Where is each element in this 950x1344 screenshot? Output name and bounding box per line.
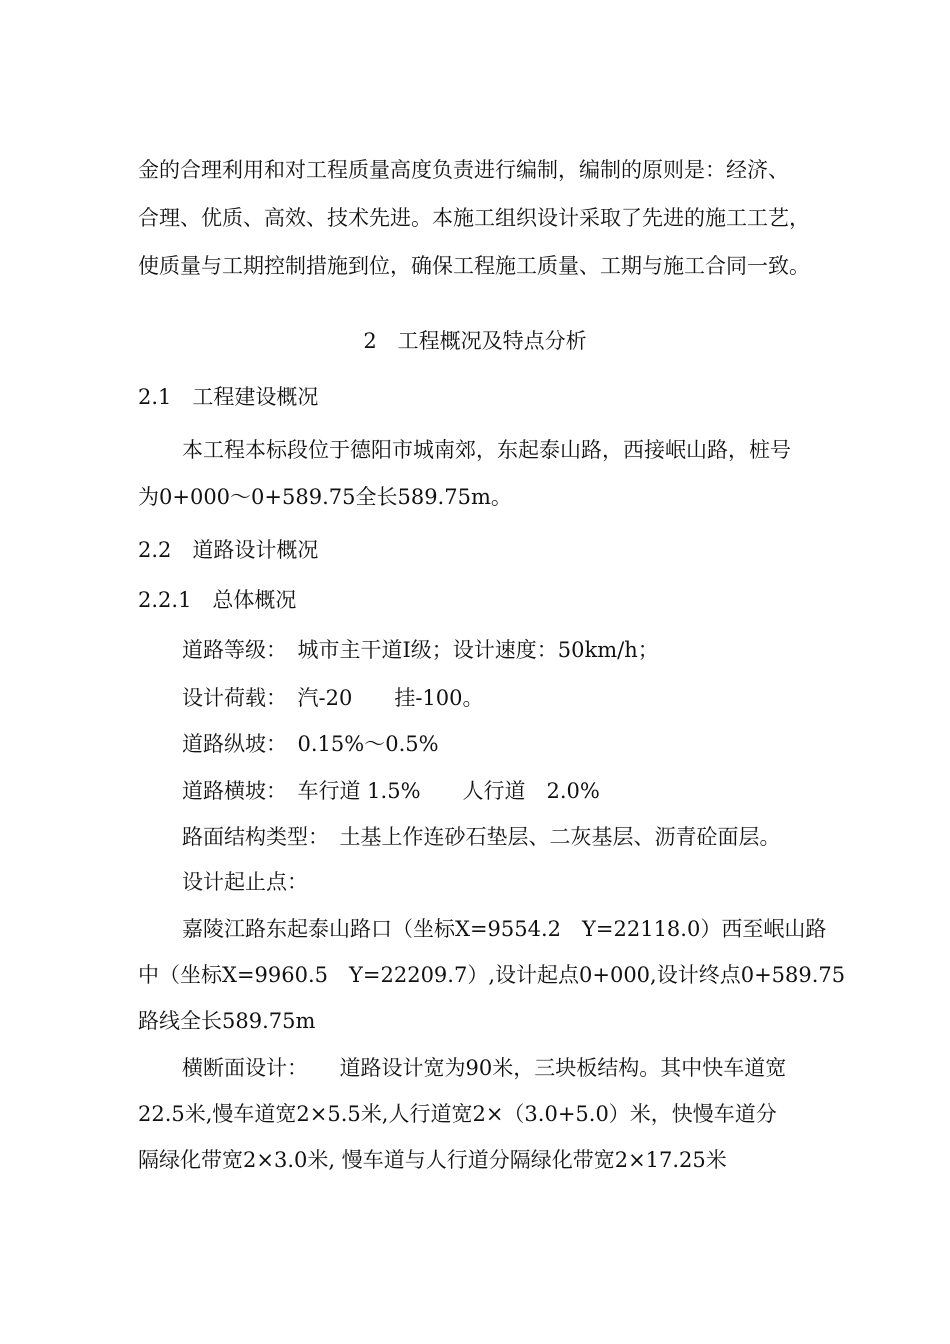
body-text-line: 嘉陵江路东起泰山路口（坐标X=9554.2 Y=22118.0）西至岷山路	[182, 917, 827, 941]
section-heading: 2 工程概况及特点分析	[363, 329, 587, 353]
body-text-line: 22.5米,慢车道宽2×5.5米,人行道宽2×（3.0+5.0）米，快慢车道分	[138, 1102, 777, 1126]
spec-line: 道路纵坡： 0.15%～0.5%	[182, 732, 439, 756]
body-text-line: 横断面设计： 道路设计宽为90米，三块板结构。其中快车道宽	[182, 1056, 787, 1080]
body-text-line: 隔绿化带宽2×3.0米, 慢车道与人行道分隔绿化带宽2×17.25米	[138, 1148, 727, 1172]
body-text-line: 中（坐标X=9960.5 Y=22209.7）,设计起点0+000,设计终点0+589.75	[138, 963, 846, 987]
spec-line: 设计荷载： 汽-20 挂-100。	[182, 686, 484, 710]
spec-line: 设计起止点：	[182, 870, 308, 894]
body-text-line: 使质量与工期控制措施到位，确保工程施工质量、工期与施工合同一致。	[138, 254, 810, 278]
spec-line: 道路横坡： 车行道 1.5% 人行道 2.0%	[182, 779, 600, 803]
body-text-line: 为0+000～0+589.75全长589.75m。	[138, 485, 512, 509]
body-text-line: 金的合理利用和对工程质量高度负责进行编制，编制的原则是：经济、	[138, 158, 789, 182]
subsection-heading: 2.2.1 总体概况	[138, 588, 297, 612]
body-text-line: 本工程本标段位于德阳市城南郊，东起泰山路，西接岷山路，桩号	[182, 438, 791, 462]
subsection-heading: 2.1 工程建设概况	[138, 385, 319, 409]
subsection-heading: 2.2 道路设计概况	[138, 538, 319, 562]
spec-line: 道路等级： 城市主干道Ⅰ级；设计速度：50km/h；	[182, 638, 659, 662]
body-text-line: 路线全长589.75m	[138, 1009, 316, 1033]
spec-line: 路面结构类型： 土基上作连砂石垫层、二灰基层、沥青砼面层。	[182, 825, 781, 849]
body-text-line: 合理、优质、高效、技术先进。本施工组织设计采取了先进的施工工艺，	[138, 206, 810, 230]
